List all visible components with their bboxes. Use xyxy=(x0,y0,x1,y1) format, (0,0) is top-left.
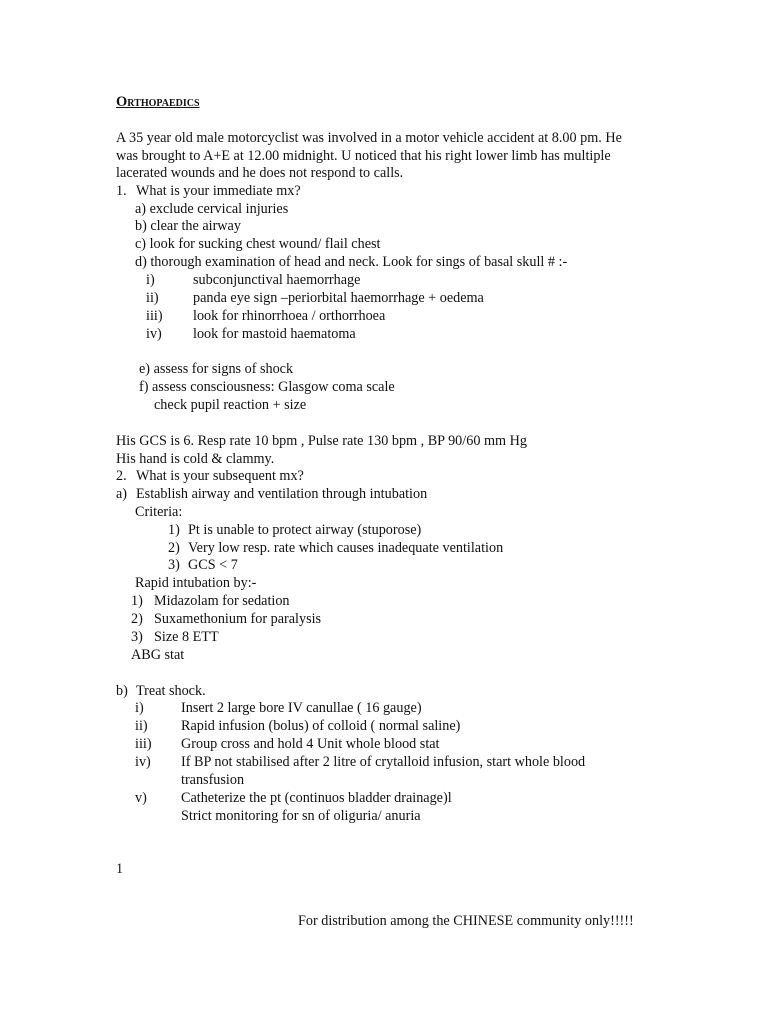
rapid-text: Size 8 ETT xyxy=(154,629,219,645)
section-text: Treat shock. xyxy=(136,683,206,699)
page-number: 1 xyxy=(116,861,124,877)
rapid-text: Midazolam for sedation xyxy=(154,593,290,609)
shock-item-text: If BP not stabilised after 2 litre of crytalloid infusion, start whole blood xyxy=(181,754,586,770)
case-intro-line: was brought to A+E at 12.00 midnight. U noticed that his right lower limb has multiple xyxy=(116,148,611,164)
shock-item-number: v) xyxy=(135,790,147,806)
question-text: What is your immediate mx? xyxy=(136,183,301,199)
criteria-label: Criteria: xyxy=(135,504,183,520)
sub-item-number: i) xyxy=(146,272,155,288)
list-item: d) thorough examination of head and neck. Look for sings of basal skull # :- xyxy=(135,254,568,270)
case-intro-line: lacerated wounds and he does not respond to calls. xyxy=(116,165,404,181)
sub-item-text: panda eye sign –periorbital haemorrhage + oedema xyxy=(193,290,484,306)
criteria-number: 1) xyxy=(168,522,180,538)
shock-item-text: Rapid infusion (bolus) of colloid ( normal saline) xyxy=(181,718,461,734)
list-item: a) exclude cervical injuries xyxy=(135,201,289,217)
shock-item-text: Insert 2 large bore IV canullae ( 16 gauge) xyxy=(181,700,422,716)
list-item: b) clear the airway xyxy=(135,218,241,234)
shock-item-text: Group cross and hold 4 Unit whole blood stat xyxy=(181,736,440,752)
question-number: 2. xyxy=(116,468,127,484)
shock-item-number: iv) xyxy=(135,754,151,770)
rapid-number: 1) xyxy=(131,593,143,609)
list-item: check pupil reaction + size xyxy=(154,397,307,413)
sub-item-number: iv) xyxy=(146,326,162,342)
criteria-text: Very low resp. rate which causes inadequate ventilation xyxy=(188,540,504,556)
section-label: b) xyxy=(116,683,128,699)
vitals-line: His GCS is 6. Resp rate 10 bpm , Pulse rate 130 bpm , BP 90/60 mm Hg xyxy=(116,433,527,449)
shock-item-number: ii) xyxy=(135,718,148,734)
sub-item-number: iii) xyxy=(146,308,163,324)
question-number: 1. xyxy=(116,183,127,199)
shock-item-text: Catheterize the pt (continuos bladder drainage)l xyxy=(181,790,452,806)
shock-item-text: Strict monitoring for sn of oliguria/ anuria xyxy=(181,808,421,824)
shock-item-number: iii) xyxy=(135,736,152,752)
page-title: Orthopaedics xyxy=(116,94,200,110)
sub-item-text: look for rhinorrhoea / orthorrhoea xyxy=(193,308,386,324)
criteria-text: Pt is unable to protect airway (stuporose) xyxy=(188,522,422,538)
list-item: f) assess consciousness: Glasgow coma scale xyxy=(139,379,395,395)
abg-line: ABG stat xyxy=(131,647,185,663)
shock-item-number: i) xyxy=(135,700,144,716)
rapid-text: Suxamethonium for paralysis xyxy=(154,611,322,627)
case-intro-line: A 35 year old male motorcyclist was involved in a motor vehicle accident at 8.00 pm. He xyxy=(116,130,622,146)
list-item: c) look for sucking chest wound/ flail chest xyxy=(135,236,381,252)
section-label: a) xyxy=(116,486,128,502)
shock-item-text: transfusion xyxy=(181,772,245,788)
question-text: What is your subsequent mx? xyxy=(136,468,304,484)
sub-item-text: subconjunctival haemorrhage xyxy=(193,272,361,288)
rapid-intubation-label: Rapid intubation by:- xyxy=(135,575,257,591)
sub-item-text: look for mastoid haematoma xyxy=(193,326,356,342)
list-item: e) assess for signs of shock xyxy=(139,361,294,377)
rapid-number: 3) xyxy=(131,629,143,645)
criteria-number: 3) xyxy=(168,557,180,573)
footer-note: For distribution among the CHINESE community only!!!!! xyxy=(298,913,634,929)
rapid-number: 2) xyxy=(131,611,143,627)
section-text: Establish airway and ventilation through intubation xyxy=(136,486,428,502)
criteria-text: GCS < 7 xyxy=(188,557,238,573)
sub-item-number: ii) xyxy=(146,290,159,306)
vitals-line: His hand is cold & clammy. xyxy=(116,451,275,467)
criteria-number: 2) xyxy=(168,540,180,556)
